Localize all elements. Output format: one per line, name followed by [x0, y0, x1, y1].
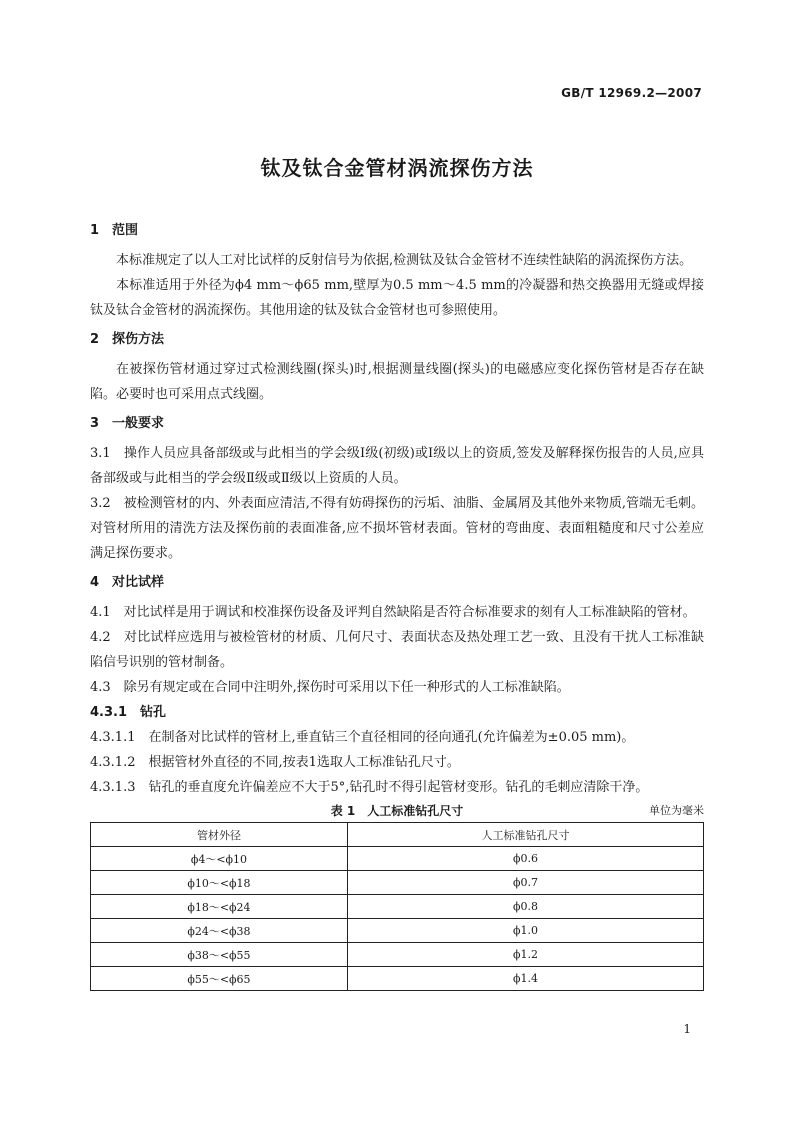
clause-4-3: 4.3 除另有规定或在合同中注明外,探伤时可采用以下任一种形式的人工标准缺陷。	[90, 680, 570, 695]
clause-4-3-1-2: 4.3.1.2 根据管材外直径的不同,按表1选取人工标准钻孔尺寸。	[90, 755, 460, 770]
clause-3-1: 3.1 操作人员应具备部级或与此相当的学会级Ⅰ级(初级)或Ⅰ级以上的资质,签发及解释探伤报告的人员,应具备部级或与此相当的学会级Ⅱ级或Ⅱ级以上资质的人员。	[90, 446, 704, 486]
table-cell: ϕ18～<ϕ24	[91, 895, 348, 919]
table-cell: ϕ1.2	[347, 943, 703, 967]
table-cell: ϕ55～<ϕ65	[91, 967, 348, 991]
table-row	[91, 943, 704, 967]
table-header-row	[91, 823, 704, 847]
column-header-hole-size: 人工标准钻孔尺寸	[347, 823, 703, 847]
page-number: 1	[683, 1022, 691, 1036]
clause-4-3-1-1: 4.3.1.1 在制备对比试样的管材上,垂直钻三个直径相同的径向通孔(允许偏差为±0.05 mm)。	[90, 730, 635, 745]
table-cell: ϕ24～<ϕ38	[91, 919, 348, 943]
table-caption: 表 1 人工标准钻孔尺寸	[330, 804, 464, 818]
clause-number: 4.3.1	[90, 705, 128, 720]
paragraph: 本标准规定了以人工对比试样的反射信号为依据,检测钛及钛合金管材不连续性缺陷的涡流探伤方法。	[116, 253, 693, 268]
table-row	[91, 919, 704, 943]
table-row	[91, 847, 704, 871]
document-body	[90, 218, 704, 991]
clause-4-3-1-3: 4.3.1.3 钻孔的垂直度允许偏差应不大于5°,钻孔时不得引起管材变形。钻孔的毛刺应清除干净。	[90, 780, 649, 795]
section-heading-4	[90, 570, 704, 596]
table-cell: ϕ1.0	[347, 919, 703, 943]
table-cell: ϕ0.6	[347, 847, 703, 871]
section-title: 范围	[112, 223, 139, 238]
table-row	[91, 871, 704, 895]
clause-4-3-1-heading	[90, 700, 704, 725]
section-number: 1	[90, 223, 100, 238]
section-title: 探伤方法	[112, 332, 165, 347]
paragraph: 本标准适用于外径为ϕ4 mm～ϕ65 mm,壁厚为0.5 mm～4.5 mm的冷凝器和热交换器用无缝或焊接钛及钛合金管材的涡流探伤。其他用途的钛及钛合金管材也可参照使用。	[90, 278, 704, 318]
table-cell: ϕ0.8	[347, 895, 703, 919]
section-heading-3	[90, 411, 704, 437]
clause-title: 钻孔	[140, 705, 167, 720]
page-title: 钛及钛合金管材涡流探伤方法	[260, 156, 534, 180]
table-cell: ϕ0.7	[347, 871, 703, 895]
column-header-outer-diameter: 管材外径	[91, 823, 348, 847]
table-cell: ϕ38～<ϕ55	[91, 943, 348, 967]
table-caption-row	[90, 800, 704, 822]
paragraph: 在被探伤管材通过穿过式检测线圈(探头)时,根据测量线圈(探头)的电磁感应变化探伤管材是否存在缺陷。必要时也可采用点式线圈。	[90, 362, 704, 402]
table-cell: ϕ4～<ϕ10	[91, 847, 348, 871]
table-cell: ϕ10～<ϕ18	[91, 871, 348, 895]
clause-4-2: 4.2 对比试样应选用与被检管材的材质、几何尺寸、表面状态及热处理工艺一致、且没有干扰人工标准缺陷信号识别的管材制备。	[90, 630, 704, 670]
section-heading-1	[90, 218, 704, 244]
table-row	[91, 967, 704, 991]
table-unit: 单位为毫米	[649, 804, 704, 817]
clause-4-1: 4.1 对比试样是用于调试和校准探伤设备及评判自然缺陷是否符合标准要求的刻有人工标准缺陷的管材。	[90, 605, 696, 620]
standard-code: GB/T 12969.2—2007	[561, 86, 702, 100]
section-title: 一般要求	[112, 416, 165, 431]
drill-hole-size-table	[90, 822, 704, 991]
section-number: 2	[90, 332, 100, 347]
section-heading-2	[90, 327, 704, 353]
clause-3-2: 3.2 被检测管材的内、外表面应清洁,不得有妨碍探伤的污垢、油脂、金属屑及其他外来物质,管端无毛刺。对管材所用的清洗方法及探伤前的表面准备,应不损坏管材表面。管材的弯曲度、表面粗糙度和尺寸公差应满足探伤要求。	[90, 496, 704, 561]
section-number: 4	[90, 575, 100, 590]
table-cell: ϕ1.4	[347, 967, 703, 991]
section-number: 3	[90, 416, 100, 431]
section-title: 对比试样	[112, 575, 165, 590]
table-row	[91, 895, 704, 919]
